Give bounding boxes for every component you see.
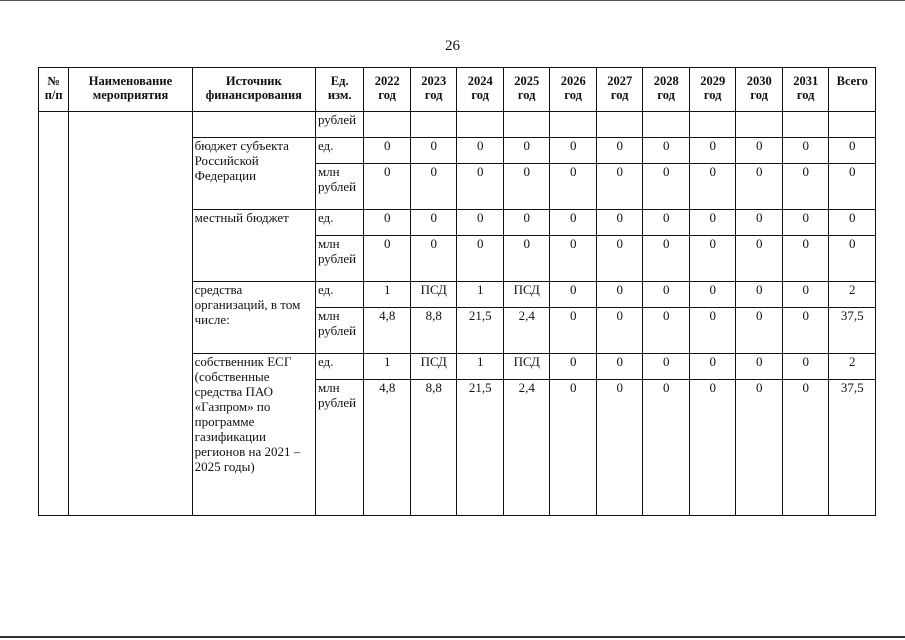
value-cell: 21,5 — [457, 308, 504, 354]
value-cell: 0 — [689, 164, 736, 210]
value-cell: 0 — [364, 236, 411, 282]
value-cell: 0 — [643, 236, 690, 282]
value-cell: 2,4 — [503, 308, 550, 354]
value-cell: 0 — [457, 138, 504, 164]
value-cell: ПСД — [503, 282, 550, 308]
table-header-row — [39, 68, 876, 112]
source-cell: собственник ЕСГ (собственные средства ПАО «Газпром» по программе газификации регионов на 2021 – 2025 годы) — [192, 354, 315, 516]
value-cell: 0 — [736, 210, 783, 236]
total-cell — [829, 112, 876, 138]
header-year: 2023 год — [410, 68, 457, 112]
value-cell: 0 — [596, 236, 643, 282]
value-cell: 0 — [643, 282, 690, 308]
unit-cell: ед. — [315, 210, 364, 236]
header-year: 2026 год — [550, 68, 597, 112]
total-cell: 0 — [829, 210, 876, 236]
value-cell: 0 — [736, 164, 783, 210]
page-top-edge — [0, 0, 905, 1]
unit-cell: млн рублей — [315, 236, 364, 282]
value-cell: 0 — [782, 354, 829, 380]
table-row — [39, 112, 876, 138]
value-cell: 0 — [643, 354, 690, 380]
value-cell: 0 — [689, 210, 736, 236]
value-cell: 0 — [736, 354, 783, 380]
value-cell: 0 — [410, 210, 457, 236]
value-cell: 4,8 — [364, 308, 411, 354]
financing-table — [38, 67, 876, 516]
value-cell: 4,8 — [364, 380, 411, 516]
page-number: 26 — [445, 38, 460, 54]
total-cell: 0 — [829, 236, 876, 282]
value-cell: 0 — [550, 282, 597, 308]
value-cell: 2,4 — [503, 380, 550, 516]
header-year: 2029 год — [689, 68, 736, 112]
value-cell — [689, 112, 736, 138]
header-year: 2024 год — [457, 68, 504, 112]
unit-cell: ед. — [315, 354, 364, 380]
value-cell: 0 — [689, 138, 736, 164]
value-cell: 0 — [736, 236, 783, 282]
value-cell: 0 — [550, 164, 597, 210]
value-cell: 0 — [643, 308, 690, 354]
value-cell: 0 — [596, 138, 643, 164]
value-cell: 0 — [596, 380, 643, 516]
value-cell: 0 — [596, 210, 643, 236]
value-cell — [364, 112, 411, 138]
value-cell: 0 — [503, 210, 550, 236]
row-number-cell — [39, 112, 69, 516]
value-cell: 0 — [736, 138, 783, 164]
value-cell: 0 — [550, 380, 597, 516]
value-cell: ПСД — [503, 354, 550, 380]
unit-cell: млн рублей — [315, 380, 364, 516]
value-cell: 0 — [736, 308, 783, 354]
value-cell: ПСД — [410, 354, 457, 380]
total-cell: 37,5 — [829, 380, 876, 516]
value-cell: 0 — [689, 236, 736, 282]
unit-cell: ед. — [315, 138, 364, 164]
value-cell: 0 — [457, 164, 504, 210]
value-cell: 1 — [364, 282, 411, 308]
total-cell: 2 — [829, 282, 876, 308]
total-cell: 2 — [829, 354, 876, 380]
value-cell: 0 — [643, 164, 690, 210]
value-cell: 0 — [596, 354, 643, 380]
unit-cell: ед. — [315, 282, 364, 308]
value-cell: 1 — [457, 282, 504, 308]
source-cell: средства организаций, в том числе: — [192, 282, 315, 354]
value-cell — [736, 112, 783, 138]
value-cell — [782, 112, 829, 138]
value-cell: 0 — [643, 210, 690, 236]
event-name-cell — [69, 112, 192, 516]
value-cell: 0 — [689, 282, 736, 308]
value-cell: 0 — [596, 282, 643, 308]
value-cell — [550, 112, 597, 138]
value-cell: 0 — [736, 380, 783, 516]
value-cell: 0 — [643, 138, 690, 164]
value-cell: 0 — [457, 236, 504, 282]
header-total: Всего — [829, 68, 876, 112]
header-year: 2030 год — [736, 68, 783, 112]
value-cell: 0 — [410, 164, 457, 210]
header-year: 2028 год — [643, 68, 690, 112]
value-cell: 0 — [457, 210, 504, 236]
value-cell — [457, 112, 504, 138]
header-name: Наименование мероприятия — [69, 68, 192, 112]
total-cell: 37,5 — [829, 308, 876, 354]
source-cell: бюджет субъекта Российской Федерации — [192, 138, 315, 210]
value-cell — [410, 112, 457, 138]
value-cell: 0 — [689, 308, 736, 354]
value-cell: 0 — [782, 282, 829, 308]
value-cell: 0 — [503, 236, 550, 282]
value-cell: 0 — [503, 164, 550, 210]
header-year: 2031 год — [782, 68, 829, 112]
value-cell: 0 — [503, 138, 550, 164]
value-cell: 0 — [689, 354, 736, 380]
value-cell: 8,8 — [410, 308, 457, 354]
total-cell: 0 — [829, 138, 876, 164]
value-cell: 0 — [782, 210, 829, 236]
header-source: Источник финансирования — [192, 68, 315, 112]
value-cell: 0 — [782, 308, 829, 354]
value-cell: 0 — [364, 164, 411, 210]
header-year: 2025 год — [503, 68, 550, 112]
header-num: № п/п — [39, 68, 69, 112]
value-cell — [643, 112, 690, 138]
value-cell: 0 — [364, 138, 411, 164]
value-cell: 1 — [457, 354, 504, 380]
value-cell: 21,5 — [457, 380, 504, 516]
source-cell: местный бюджет — [192, 210, 315, 282]
value-cell: 0 — [550, 210, 597, 236]
value-cell: 0 — [596, 308, 643, 354]
value-cell: 0 — [410, 138, 457, 164]
value-cell: 0 — [410, 236, 457, 282]
source-cell — [192, 112, 315, 138]
value-cell: 0 — [782, 380, 829, 516]
value-cell: 0 — [550, 354, 597, 380]
page-bottom-edge — [0, 636, 905, 638]
header-unit: Ед. изм. — [315, 68, 364, 112]
value-cell: ПСД — [410, 282, 457, 308]
unit-cell: рублей — [315, 112, 364, 138]
value-cell — [503, 112, 550, 138]
value-cell — [596, 112, 643, 138]
unit-cell: млн рублей — [315, 164, 364, 210]
value-cell: 0 — [550, 138, 597, 164]
value-cell: 0 — [782, 236, 829, 282]
unit-cell: млн рублей — [315, 308, 364, 354]
value-cell: 8,8 — [410, 380, 457, 516]
header-year: 2027 год — [596, 68, 643, 112]
value-cell: 0 — [643, 380, 690, 516]
value-cell: 0 — [550, 236, 597, 282]
value-cell: 0 — [596, 164, 643, 210]
header-year: 2022 год — [364, 68, 411, 112]
value-cell: 0 — [736, 282, 783, 308]
value-cell: 0 — [689, 380, 736, 516]
value-cell: 0 — [782, 164, 829, 210]
value-cell: 0 — [364, 210, 411, 236]
value-cell: 0 — [550, 308, 597, 354]
total-cell: 0 — [829, 164, 876, 210]
value-cell: 0 — [782, 138, 829, 164]
value-cell: 1 — [364, 354, 411, 380]
